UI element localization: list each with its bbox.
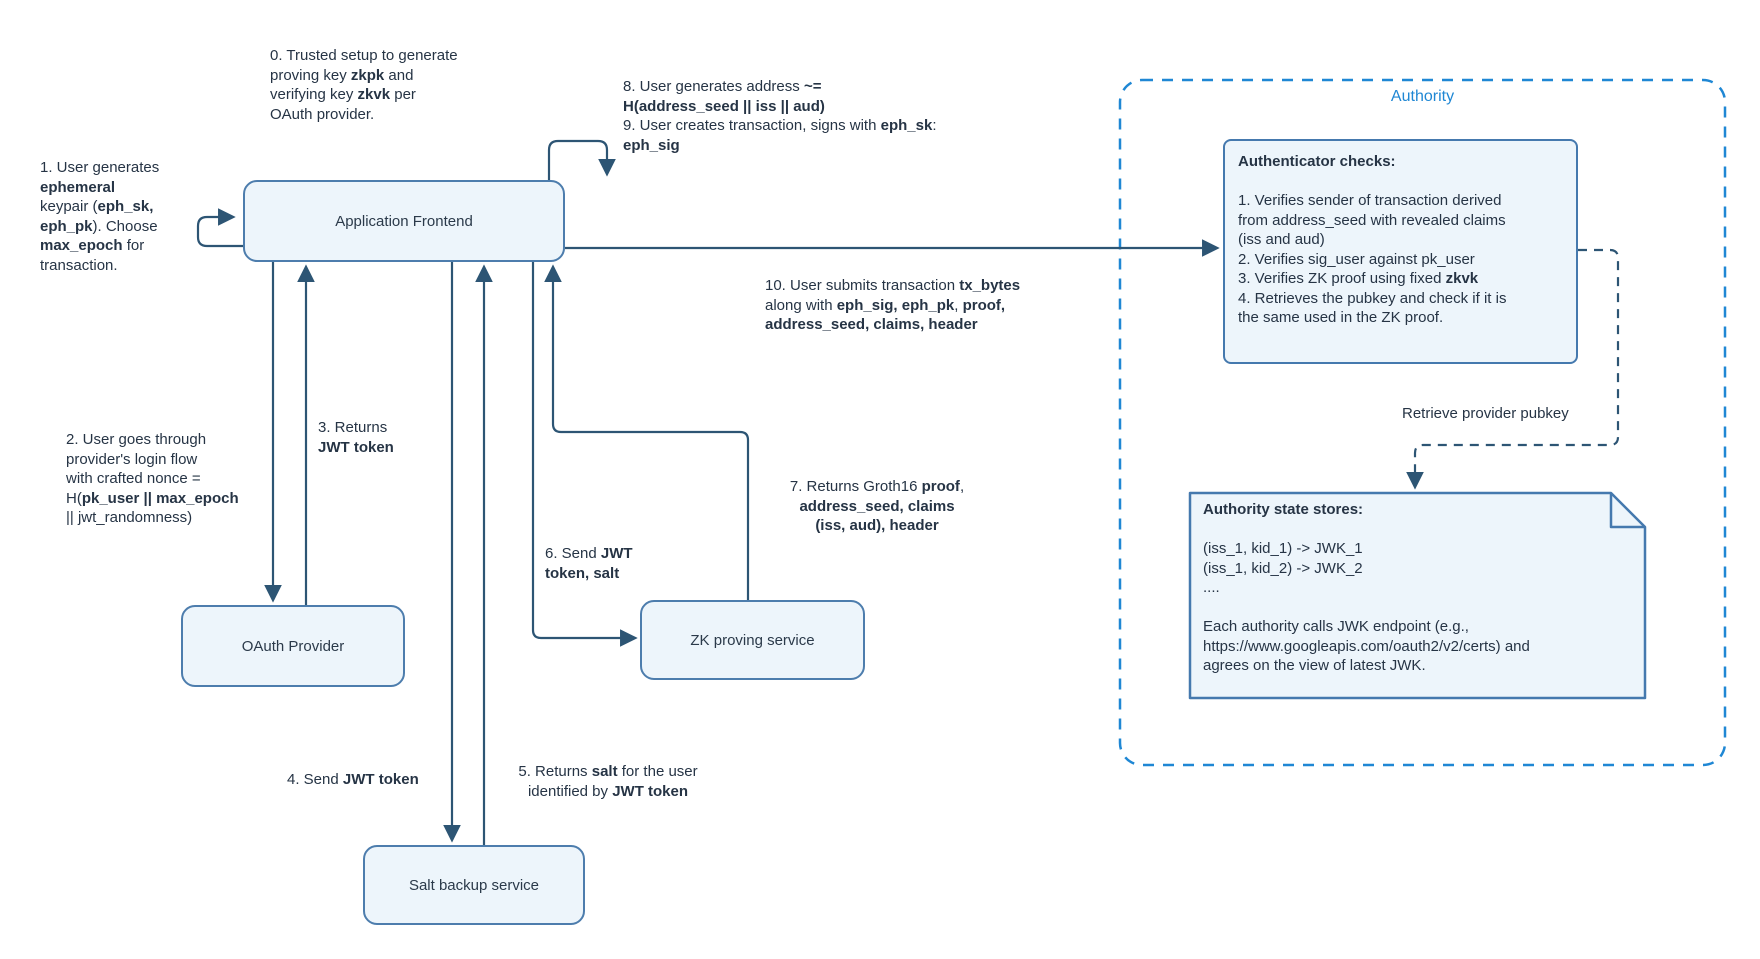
- authority-state-stores-text: Authority state stores: (iss_1, kid_1) -> JWK_1 (iss_1, kid_2) -> JWK_2 .... Each authority calls JWK endpoint (e.g., https://www.googleapis.com/oauth2/v2/certs) and agrees on the view of latest JWK.: [1203, 501, 1530, 674]
- node-salt-backup-service: [363, 845, 585, 925]
- node-application-frontend: [243, 180, 565, 262]
- note-step8-9: 8. User generates address ~= H(address_seed || iss || aud) 9. User creates transaction, signs with eph_sk: eph_sig: [623, 78, 937, 154]
- node-application-frontend-label: Application Frontend: [335, 212, 473, 230]
- node-oauth-provider-label: OAuth Provider: [241, 637, 345, 655]
- note-step1: 1. User generates ephemeral keypair (eph_sk, eph_pk). Choose max_epoch for transaction.: [40, 159, 160, 274]
- note-step2: 2. User goes through provider's login flow with crafted nonce = H(pk_user || max_epoch || jwt_randomness): [66, 431, 239, 526]
- node-zk-proving-service-label: ZK proving service: [690, 631, 815, 649]
- note-step4: 4. Send JWT token: [287, 771, 419, 788]
- note-step0: 0. Trusted setup to generate proving key zkpk and verifying key zkvk per OAuth provider.: [270, 47, 458, 123]
- node-salt-backup-service-label: Salt backup service: [408, 876, 540, 894]
- note-step5: 5. Returns salt for the user identified by JWT token: [518, 763, 698, 800]
- note-step6: 6. Send JWT token, salt: [545, 545, 633, 582]
- retrieve-provider-pubkey-label: Retrieve provider pubkey: [1402, 405, 1569, 422]
- node-zk-proving-service: [640, 600, 865, 680]
- authority-title: Authority: [1390, 88, 1455, 105]
- note-step3: 3. Returns JWT token: [318, 419, 394, 456]
- arrow-self-loop-sign-transaction: [549, 141, 607, 180]
- note-step10: 10. User submits transaction tx_bytes along with eph_sig, eph_pk, proof, address_seed, claims, header: [765, 277, 1021, 333]
- authenticator-checks-text: Authenticator checks: 1. Verifies sender of transaction derived from address_seed with revealed claims (iss and aud) 2. Verifies sig_user against pk_user 3. Verifies ZK proof using fixed zkvk 4. Retrieves the pubkey and check if it is the same used in the ZK proof.: [1238, 153, 1507, 326]
- node-oauth-provider: [181, 605, 405, 687]
- note-step7: 7. Returns Groth16 proof, address_seed, claims (iss, aud), header: [789, 478, 965, 534]
- authenticator-checks-panel: [1223, 139, 1578, 364]
